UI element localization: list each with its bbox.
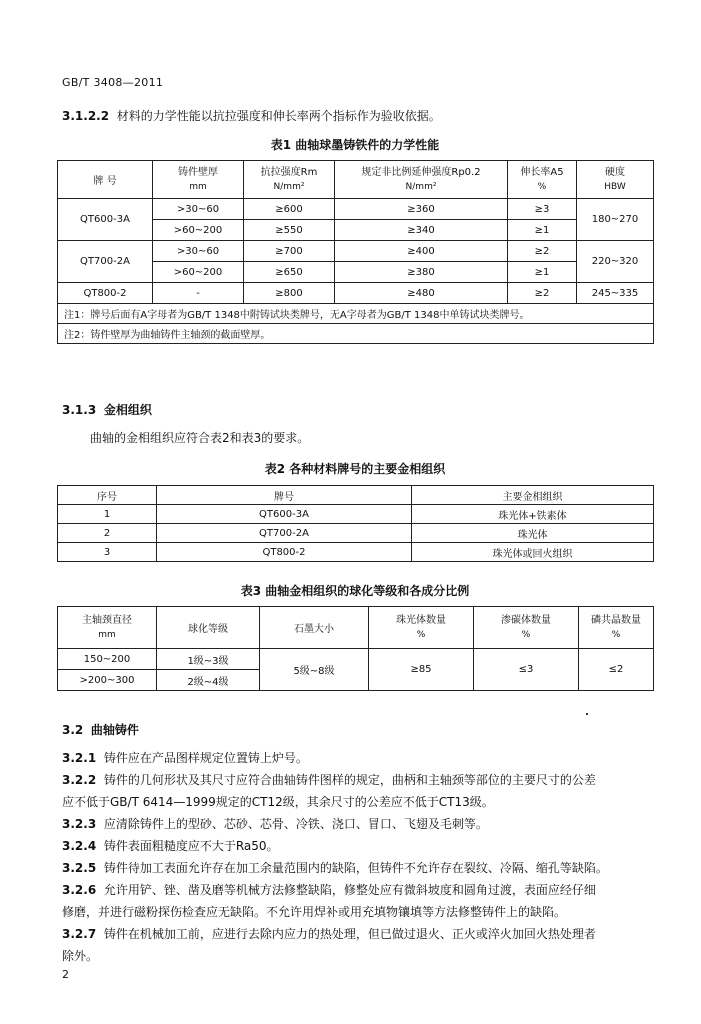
table1-note-1: 注1：牌号后面有A字母者为GB/T 1348中附铸试块类牌号，无A字母者为GB/T 1348中单铸试块类牌号。 xyxy=(58,304,654,324)
cell-pearlite: ≥85 xyxy=(369,649,474,691)
cell-grade: QT700-2A xyxy=(157,524,412,543)
table-row xyxy=(58,505,654,524)
section-number: 3.2 xyxy=(62,723,84,737)
th-struct: 主要金相组织 xyxy=(412,486,654,505)
cell-yield: ≥400 xyxy=(335,241,508,262)
cell-sphero: 2级~4级 xyxy=(157,670,260,691)
section-3-1-3-heading xyxy=(62,402,152,418)
section-title: 曲轴铸件 xyxy=(90,723,139,737)
th-cementite-unit: % xyxy=(521,629,531,640)
clause-3-2-6 xyxy=(62,882,662,904)
th-cementite-label: 渗碳体数量 xyxy=(501,614,551,626)
th-hard-unit: HBW xyxy=(604,181,626,192)
cell-tensile: ≥550 xyxy=(244,220,335,241)
page-number: 2 xyxy=(62,968,69,981)
cell-hard: 245~335 xyxy=(577,283,654,304)
th-eutectic-unit: % xyxy=(611,629,621,640)
th-tensile-unit: N/mm² xyxy=(273,181,305,192)
clause-number: 3.2.3 xyxy=(62,817,97,831)
cell-graphite: 5级~8级 xyxy=(260,649,369,691)
cell-elong: ≥2 xyxy=(508,241,577,262)
th-sphero: 球化等级 xyxy=(157,607,260,649)
cell-no: 3 xyxy=(58,543,157,562)
cell-tensile: ≥600 xyxy=(244,199,335,220)
cell-wall: - xyxy=(153,283,244,304)
clause-3-2-3 xyxy=(62,816,662,838)
clause-number: 3.2.5 xyxy=(62,861,97,875)
section-number: 3.1.3 xyxy=(62,403,97,417)
cell-elong: ≥1 xyxy=(508,220,577,241)
cell-eutectic: ≤2 xyxy=(579,649,654,691)
cell-dia: >200~300 xyxy=(58,670,157,691)
clause-number: 3.2.2 xyxy=(62,773,97,787)
cell-no: 1 xyxy=(58,505,157,524)
clause-3-2-7-cont: 除外。 xyxy=(62,949,99,963)
th-yield xyxy=(335,161,508,199)
clause-3-2-4 xyxy=(62,838,662,860)
th-tensile xyxy=(244,161,335,199)
clause-number: 3.2.7 xyxy=(62,927,97,941)
section-3-1-3-text: 曲轴的金相组织应符合表2和表3的要求。 xyxy=(90,431,310,445)
clause-list xyxy=(62,750,662,970)
cell-yield: ≥480 xyxy=(335,283,508,304)
cell-tensile: ≥700 xyxy=(244,241,335,262)
cell-grade: QT800-2 xyxy=(157,543,412,562)
th-tensile-label: 抗拉强度Rm xyxy=(260,166,318,178)
table2-caption: 表2 各种材料牌号的主要金相组织 xyxy=(264,462,446,476)
clause-text: 铸件应在产品图样规定位置铸上炉号。 xyxy=(103,751,308,765)
cell-elong: ≥3 xyxy=(508,199,577,220)
th-elong-unit: % xyxy=(537,181,547,192)
table-row xyxy=(58,283,654,304)
th-dia-label: 主轴颈直径 xyxy=(82,614,132,626)
clause-text: 铸件在机械加工前，应进行去除内应力的热处理，但已做过退火、正火或淬火加回火热处理者 xyxy=(103,927,596,941)
clause-3-1-2-2 xyxy=(62,108,441,124)
th-elong-label: 伸长率A5 xyxy=(520,166,564,178)
clause-number: 3.2.1 xyxy=(62,751,97,765)
cell-grade: QT700-2A xyxy=(58,241,153,283)
clause-3-2-2-cont: 应不低于GB/T 6414—1999规定的CT12级，其余尺寸的公差应不低于CT13级。 xyxy=(62,795,494,809)
clause-number: 3.1.2.2 xyxy=(62,109,110,123)
clause-text: 铸件待加工表面允许存在加工余量范围内的缺陷，但铸件不允许存在裂纹、冷隔、缩孔等缺陷。 xyxy=(103,861,608,875)
clause-text: 允许用铲、锉、凿及磨等机械方法修整缺陷，修整处应有微斜坡度和圆角过渡，表面应经仔细 xyxy=(103,883,596,897)
section-3-2-heading xyxy=(62,722,139,738)
th-graphite: 石墨大小 xyxy=(260,607,369,649)
cell-wall: >30~60 xyxy=(153,199,244,220)
th-hard xyxy=(577,161,654,199)
clause-3-2-5 xyxy=(62,860,662,882)
cell-struct: 珠光体 xyxy=(412,524,654,543)
cell-grade: QT600-3A xyxy=(157,505,412,524)
th-pearlite-unit: % xyxy=(416,629,426,640)
clause-3-2-2 xyxy=(62,772,662,794)
table1-note-2: 注2：铸件壁厚为曲轴铸件主轴颈的截面壁厚。 xyxy=(58,324,654,344)
clause-text: 材料的力学性能以抗拉强度和伸长率两个指标作为验收依据。 xyxy=(116,109,441,123)
cell-wall: >60~200 xyxy=(153,262,244,283)
cell-struct: 珠光体或回火组织 xyxy=(412,543,654,562)
cell-elong: ≥2 xyxy=(508,283,577,304)
cell-sphero: 1级~3级 xyxy=(157,649,260,670)
cell-yield: ≥340 xyxy=(335,220,508,241)
table1-mechanical-properties xyxy=(57,160,654,344)
cell-hard: 220~320 xyxy=(577,241,654,283)
th-yield-unit: N/mm² xyxy=(405,181,437,192)
cell-yield: ≥360 xyxy=(335,199,508,220)
table1-caption: 表1 曲轴球墨铸铁件的力学性能 xyxy=(270,138,440,152)
th-grade: 牌 号 xyxy=(58,161,153,199)
cell-struct: 珠光体+铁素体 xyxy=(412,505,654,524)
th-eutectic-label: 磷共晶数量 xyxy=(591,614,641,626)
table3-spheroidization xyxy=(57,606,654,691)
cell-hard: 180~270 xyxy=(577,199,654,241)
cell-tensile: ≥650 xyxy=(244,262,335,283)
cell-yield: ≥380 xyxy=(335,262,508,283)
cell-wall: >60~200 xyxy=(153,220,244,241)
th-pearlite xyxy=(369,607,474,649)
cell-no: 2 xyxy=(58,524,157,543)
th-wall-unit: mm xyxy=(189,181,207,192)
table-row xyxy=(58,649,654,670)
table3-caption: 表3 曲轴金相组织的球化等级和各成分比例 xyxy=(240,584,470,598)
clause-text: 应清除铸件上的型砂、芯砂、芯骨、冷铁、浇口、冒口、飞翅及毛刺等。 xyxy=(103,817,488,831)
th-wall-label: 铸件壁厚 xyxy=(178,166,218,178)
th-eutectic xyxy=(579,607,654,649)
th-wall xyxy=(153,161,244,199)
table-row xyxy=(58,543,654,562)
table2-metallographic xyxy=(57,485,654,562)
cell-elong: ≥1 xyxy=(508,262,577,283)
standard-code-header: GB/T 3408—2011 xyxy=(62,76,164,89)
cell-tensile: ≥800 xyxy=(244,283,335,304)
table-row xyxy=(58,199,654,220)
clause-3-2-1 xyxy=(62,750,662,772)
clause-3-2-6-cont: 修磨，并进行磁粉探伤检查应无缺陷。不允许用焊补或用充填物镶填等方法修整铸件上的缺陷。 xyxy=(62,905,567,919)
clause-3-2-7 xyxy=(62,926,662,948)
th-pearlite-label: 珠光体数量 xyxy=(396,614,446,626)
clause-number: 3.2.6 xyxy=(62,883,97,897)
clause-number: 3.2.4 xyxy=(62,839,97,853)
cell-grade: QT600-3A xyxy=(58,199,153,241)
cell-cementite: ≤3 xyxy=(474,649,579,691)
th-cementite xyxy=(474,607,579,649)
th-elong xyxy=(508,161,577,199)
th-dia-unit: mm xyxy=(98,629,116,640)
table-row xyxy=(58,524,654,543)
th-dia xyxy=(58,607,157,649)
section-title: 金相组织 xyxy=(103,403,152,417)
cell-dia: 150~200 xyxy=(58,649,157,670)
cell-wall: >30~60 xyxy=(153,241,244,262)
clause-text: 铸件表面粗糙度应不大于Ra50。 xyxy=(103,839,279,853)
stray-dot xyxy=(586,713,588,715)
clause-text: 铸件的几何形状及其尺寸应符合曲轴铸件图样的规定，曲柄和主轴颈等部位的主要尺寸的公差 xyxy=(103,773,596,787)
th-hard-label: 硬度 xyxy=(605,166,625,178)
cell-grade: QT800-2 xyxy=(58,283,153,304)
th-no: 序号 xyxy=(58,486,157,505)
table-row xyxy=(58,241,654,262)
th-yield-label: 规定非比例延伸强度Rp0.2 xyxy=(361,166,481,178)
th-grade: 牌号 xyxy=(157,486,412,505)
